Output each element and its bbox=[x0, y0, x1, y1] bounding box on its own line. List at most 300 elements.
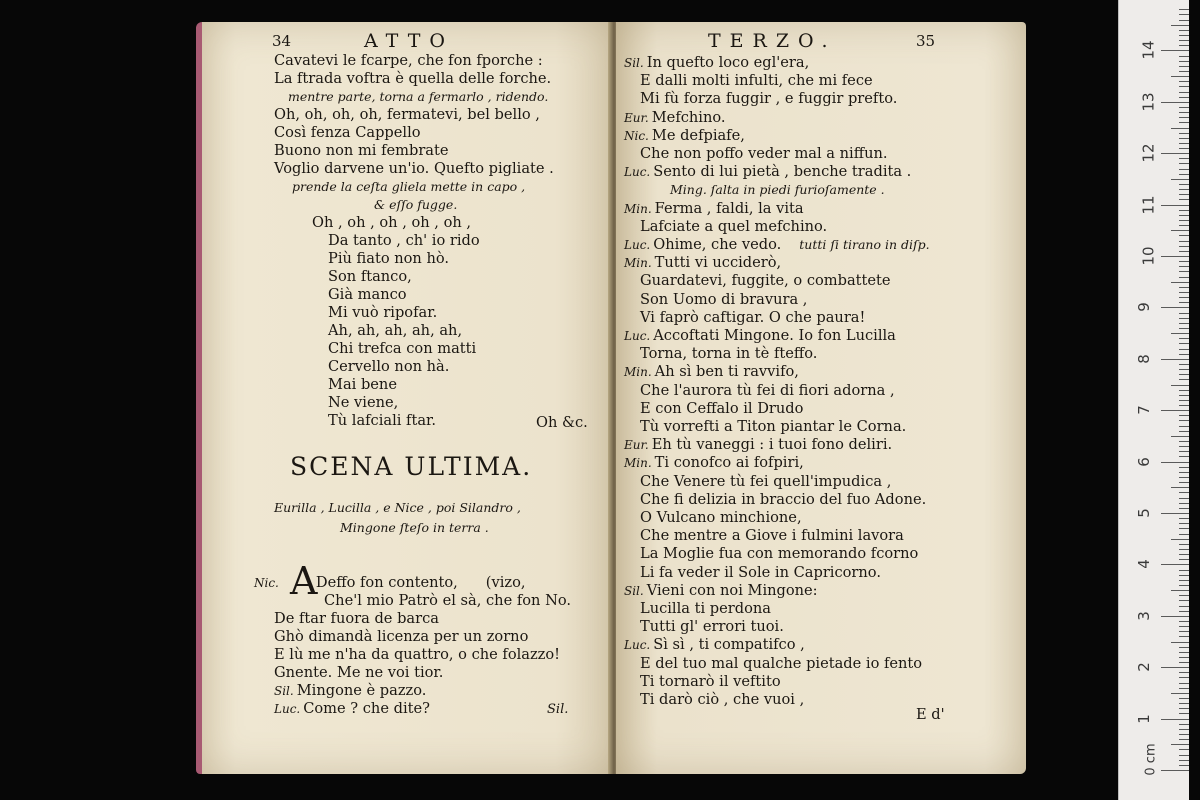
verse-line: Da tanto , ch' io rido bbox=[328, 232, 480, 249]
verse-line: Così fenza Cappello bbox=[274, 124, 421, 141]
ruler-tick bbox=[1179, 739, 1189, 740]
verse-text: Che mentre a Giove i fulmini lavora bbox=[640, 527, 904, 545]
ruler-tick bbox=[1179, 467, 1189, 468]
ruler-tick bbox=[1179, 323, 1189, 324]
verse-line bbox=[624, 454, 804, 472]
open-book bbox=[196, 22, 1026, 774]
ruler-tick bbox=[1179, 415, 1189, 416]
ruler-tick bbox=[1179, 71, 1189, 72]
ruler-tick bbox=[1179, 194, 1189, 195]
verse-text: Lafciate a quel mefchino. bbox=[640, 217, 828, 235]
ruler-tick bbox=[1179, 662, 1189, 663]
ruler-tick bbox=[1161, 50, 1189, 51]
ruler-number: 11 bbox=[1139, 195, 1158, 215]
catchword: Sil. bbox=[547, 702, 569, 717]
ruler-unit: 0 cm bbox=[1143, 743, 1159, 776]
ruler-tick bbox=[1179, 395, 1189, 396]
ruler-tick bbox=[1179, 451, 1189, 452]
ruler-tick bbox=[1179, 729, 1189, 730]
ruler-tick bbox=[1179, 292, 1189, 293]
ruler-tick bbox=[1179, 600, 1189, 601]
speaker-label: Nic. bbox=[254, 576, 279, 590]
ruler-number: 7 bbox=[1134, 405, 1153, 415]
verse-line bbox=[640, 527, 904, 545]
catchword: E d' bbox=[916, 706, 945, 723]
verse-line: Oh , oh , oh , oh , oh , bbox=[312, 214, 472, 231]
ruler-tick bbox=[1179, 580, 1189, 581]
dialogue-line bbox=[274, 646, 560, 664]
ruler-tick bbox=[1171, 333, 1189, 334]
verse-text: Che Venere tù fei quell'impudica , bbox=[640, 472, 892, 490]
ruler-tick bbox=[1179, 241, 1189, 242]
verse-line bbox=[640, 272, 891, 290]
ruler-tick bbox=[1171, 385, 1189, 386]
verse-text: Ferma , faldi, la vita bbox=[654, 199, 804, 217]
verse-line bbox=[640, 564, 881, 582]
ruler-tick bbox=[1161, 462, 1189, 463]
verse-text: Vi faprò caftigar. O che paura! bbox=[640, 308, 866, 326]
ruler-tick bbox=[1171, 282, 1189, 283]
ruler-tick bbox=[1179, 297, 1189, 298]
ruler-tick bbox=[1171, 642, 1189, 643]
verse-line bbox=[624, 54, 809, 72]
ruler-tick bbox=[1179, 528, 1189, 529]
verse-line bbox=[640, 673, 781, 691]
persons-line: Eurilla , Lucilla , e Nice , poi Silandro , bbox=[274, 500, 521, 515]
verse-text: La Moglie fua con memorando fcorno bbox=[640, 545, 919, 563]
ruler-tick bbox=[1179, 338, 1189, 339]
ruler-tick bbox=[1179, 441, 1189, 442]
verse-line bbox=[640, 382, 895, 400]
ruler-number: 4 bbox=[1134, 559, 1153, 570]
speaker-label: Sil. bbox=[624, 56, 644, 70]
speaker-label: Nic. bbox=[624, 128, 649, 143]
dialogue-line bbox=[274, 700, 430, 718]
ruler-number: 12 bbox=[1139, 143, 1158, 163]
dialogue-text: Deffo fon contento, bbox=[315, 574, 458, 591]
ruler-tick bbox=[1179, 492, 1189, 493]
ruler-tick bbox=[1179, 636, 1189, 637]
ruler-tick bbox=[1171, 76, 1189, 77]
ruler-tick bbox=[1179, 138, 1189, 139]
verse-text: Sì sì , ti compatifco , bbox=[653, 636, 805, 654]
ruler-tick bbox=[1179, 210, 1189, 211]
ruler-tick bbox=[1179, 585, 1189, 586]
ruler-tick bbox=[1179, 400, 1189, 401]
ruler-tick bbox=[1179, 235, 1189, 236]
verse-text: Ti darò ciò , che vuoi , bbox=[640, 691, 805, 708]
ruler-tick bbox=[1179, 158, 1189, 159]
ruler-tick bbox=[1179, 708, 1189, 709]
verse-text: Che non poffo veder mal a niffun. bbox=[640, 145, 888, 162]
ruler-tick bbox=[1171, 539, 1189, 540]
verse-line bbox=[640, 655, 922, 673]
ruler-tick bbox=[1179, 313, 1189, 314]
ruler-tick bbox=[1161, 256, 1189, 257]
ruler-tick bbox=[1179, 606, 1189, 607]
verse-text: In quefto loco egl'era, bbox=[646, 54, 810, 71]
ruler-tick bbox=[1179, 544, 1189, 545]
verse-text: Ah sì ben ti ravvifo, bbox=[654, 363, 799, 381]
speaker-label: Eur. bbox=[624, 110, 649, 125]
ruler-tick bbox=[1179, 621, 1189, 622]
ruler-tick bbox=[1179, 456, 1189, 457]
verse-text: E con Ceffalo il Drudo bbox=[640, 399, 804, 417]
verse-line bbox=[624, 200, 804, 218]
ruler-tick bbox=[1161, 564, 1189, 565]
speaker-label: Luc. bbox=[274, 702, 301, 716]
verse-line bbox=[640, 618, 784, 636]
persons-line: Mingone ſteſo in terra . bbox=[340, 520, 489, 535]
ruler-tick bbox=[1179, 755, 1189, 756]
verse-text: Lucilla ti perdona bbox=[640, 600, 771, 617]
speaker-label: Min. bbox=[624, 201, 652, 216]
verse-line bbox=[640, 345, 817, 363]
ruler-tick bbox=[1171, 128, 1189, 129]
speaker-label: Min. bbox=[624, 256, 652, 271]
verse-line: Buono non mi fembrate bbox=[274, 142, 449, 159]
verse-text: Mefchino. bbox=[651, 108, 726, 126]
ruler-tick bbox=[1161, 205, 1189, 206]
ruler-tick bbox=[1179, 215, 1189, 216]
verse-line: La ftrada voftra è quella delle forche. bbox=[274, 70, 552, 87]
ruler-tick bbox=[1179, 133, 1189, 134]
speaker-label: Luc. bbox=[624, 638, 651, 653]
ruler-tick bbox=[1161, 667, 1189, 668]
left-page bbox=[196, 22, 618, 774]
ruler-tick bbox=[1179, 364, 1189, 365]
ruler-tick bbox=[1179, 626, 1189, 627]
verse-line: Oh, oh, oh, oh, fermatevi, bel bello , bbox=[274, 106, 540, 123]
ruler-tick bbox=[1161, 770, 1189, 771]
verse-text: Ohime, che vedo. bbox=[653, 236, 782, 253]
verse-line: Chi trefca con matti bbox=[328, 340, 477, 357]
ruler-tick bbox=[1161, 359, 1189, 360]
ruler-tick bbox=[1179, 30, 1189, 31]
dialogue-line bbox=[274, 628, 528, 646]
ruler-tick bbox=[1179, 575, 1189, 576]
speaker-label: Sil. bbox=[274, 684, 294, 698]
ruler-tick bbox=[1179, 523, 1189, 524]
ruler-tick bbox=[1179, 92, 1189, 93]
verse-line bbox=[624, 582, 818, 600]
ruler-tick bbox=[1179, 570, 1189, 571]
ruler-tick bbox=[1179, 354, 1189, 355]
ruler-tick bbox=[1179, 349, 1189, 350]
verse-text: Mi fù forza fuggir , e fuggir prefto. bbox=[640, 90, 898, 108]
dialogue-line bbox=[324, 592, 571, 610]
stage-direction: & eſſo fugge. bbox=[374, 197, 458, 212]
ruler-tick bbox=[1179, 343, 1189, 344]
ruler-tick bbox=[1161, 719, 1189, 720]
stage-text: Ming. ſalta in piedi furioſamente . bbox=[670, 182, 885, 198]
verse-line: Già manco bbox=[328, 286, 407, 303]
ruler-tick bbox=[1179, 112, 1189, 113]
ruler-tick bbox=[1179, 379, 1189, 380]
verse-text: Eh tù vaneggi : i tuoi fono deliri. bbox=[651, 436, 893, 454]
ruler-tick bbox=[1179, 122, 1189, 123]
ruler-tick bbox=[1179, 688, 1189, 689]
stage-direction: prende la ceſta gliela mette in capo , bbox=[292, 179, 526, 194]
verse-line bbox=[624, 636, 805, 654]
ruler-tick bbox=[1179, 498, 1189, 499]
ruler-tick bbox=[1179, 508, 1189, 509]
speaker-label: Luc. bbox=[624, 238, 651, 252]
verse-line bbox=[624, 363, 799, 381]
stage-direction: mentre parte, torna a fermarlo , ridendo. bbox=[288, 89, 549, 104]
ruler-tick bbox=[1179, 657, 1189, 658]
ruler-tick bbox=[1179, 431, 1189, 432]
verse-line bbox=[624, 163, 911, 181]
ruler-tick bbox=[1179, 446, 1189, 447]
verse-line: Cavatevi le fcarpe, che fon fporche : bbox=[274, 52, 543, 69]
ruler-tick bbox=[1179, 189, 1189, 190]
ruler-tick bbox=[1161, 616, 1189, 617]
ruler-tick bbox=[1179, 559, 1189, 560]
verse-line: Voglio darvene un'io. Quefto pigliate . bbox=[274, 160, 554, 177]
speaker-label: Sil. bbox=[624, 583, 644, 598]
ruler-tick bbox=[1179, 318, 1189, 319]
ruler-tick bbox=[1179, 81, 1189, 82]
verse-line bbox=[640, 309, 865, 327]
ruler-tick bbox=[1179, 713, 1189, 714]
ruler-tick bbox=[1179, 698, 1189, 699]
running-head: TERZO. bbox=[708, 30, 837, 52]
ruler-tick bbox=[1179, 266, 1189, 267]
ruler-tick bbox=[1179, 271, 1189, 272]
ruler-tick bbox=[1179, 287, 1189, 288]
verse-text: Che fi delizia in braccio del fuo Adone. bbox=[640, 490, 927, 508]
dialogue-line bbox=[274, 682, 426, 700]
dialogue-line bbox=[254, 574, 526, 592]
verse-text: Accoftati Mingone. Io fon Lucilla bbox=[653, 327, 896, 344]
ruler-tick bbox=[1179, 199, 1189, 200]
ruler-tick bbox=[1179, 148, 1189, 149]
verse-text: Che l'aurora tù fei di fiori adorna , bbox=[640, 381, 895, 399]
ruler-tick bbox=[1179, 426, 1189, 427]
ruler-tick bbox=[1179, 534, 1189, 535]
dialogue-text: Gnente. Me ne voi tior. bbox=[274, 664, 444, 681]
verse-line: Mai bene bbox=[328, 376, 397, 393]
ruler-tick bbox=[1179, 765, 1189, 766]
ruler-number: 3 bbox=[1134, 611, 1153, 621]
verse-line: Mi vuò ripofar. bbox=[328, 304, 438, 321]
ruler-tick bbox=[1179, 251, 1189, 252]
ruler-tick bbox=[1171, 179, 1189, 180]
verse-text: Sento di lui pietà , benche tradita . bbox=[653, 163, 912, 181]
verse-text: Ti tornarò il veftito bbox=[640, 672, 781, 690]
ruler-tick bbox=[1179, 405, 1189, 406]
ruler-tick bbox=[1179, 302, 1189, 303]
verse-line bbox=[640, 72, 873, 90]
verse-text: E dalli molti infulti, che mi fece bbox=[640, 72, 873, 90]
ruler-tick bbox=[1179, 143, 1189, 144]
verse-line bbox=[640, 418, 906, 436]
verse-line bbox=[640, 600, 771, 618]
verse-text: E del tuo mal qualche pietade io fento bbox=[640, 654, 923, 672]
ruler-tick bbox=[1179, 97, 1189, 98]
verse-tail: Oh &c. bbox=[536, 414, 588, 431]
ruler-tick bbox=[1179, 724, 1189, 725]
verse-line bbox=[640, 218, 827, 236]
ruler-tick bbox=[1179, 14, 1189, 15]
ruler-tick bbox=[1179, 595, 1189, 596]
verse-line bbox=[624, 327, 896, 345]
verse-text: Me defpiafe, bbox=[651, 126, 745, 144]
ruler-tick bbox=[1179, 56, 1189, 57]
ruler-tick bbox=[1179, 477, 1189, 478]
ruler-tick bbox=[1179, 482, 1189, 483]
verse-text: Son Uomo di bravura , bbox=[640, 290, 808, 308]
ruler-tick bbox=[1179, 261, 1189, 262]
ruler-number: 14 bbox=[1139, 40, 1158, 60]
ruler-tick bbox=[1179, 631, 1189, 632]
dialogue-text: Che'l mio Patrò el sà, che fon No. bbox=[324, 592, 572, 609]
ruler-tick bbox=[1179, 374, 1189, 375]
verse-line bbox=[640, 491, 926, 509]
stage-direction bbox=[670, 181, 885, 199]
ruler-tick bbox=[1179, 35, 1189, 36]
ruler-tick bbox=[1179, 328, 1189, 329]
ruler-tick bbox=[1179, 184, 1189, 185]
verse-text: Tutti vi ucciderò, bbox=[654, 254, 782, 272]
ruler-tick bbox=[1179, 611, 1189, 612]
verse-line: Ah, ah, ah, ah, ah, bbox=[328, 322, 463, 339]
right-page bbox=[616, 22, 1026, 774]
verse-line bbox=[624, 127, 745, 145]
dialogue-text: Come ? che dite? bbox=[303, 700, 430, 717]
ruler-tick bbox=[1179, 61, 1189, 62]
speaker-label: Luc. bbox=[624, 329, 651, 343]
verse-line bbox=[640, 400, 803, 418]
ruler-tick bbox=[1179, 390, 1189, 391]
verse-line bbox=[624, 109, 726, 127]
verse-line bbox=[624, 236, 930, 254]
dialogue-text: De ftar fuora de barca bbox=[274, 610, 439, 627]
verse-text: Torna, torna in tè fteffo. bbox=[640, 345, 818, 363]
ruler-tick bbox=[1171, 744, 1189, 745]
ruler-number: 8 bbox=[1134, 354, 1153, 364]
verse-line bbox=[640, 145, 888, 163]
ruler-tick bbox=[1179, 749, 1189, 750]
verse-line bbox=[640, 90, 897, 108]
verse-line: Più fiato non hò. bbox=[328, 250, 450, 267]
stage-direction: tutti ſi tirano in diſp. bbox=[799, 237, 930, 252]
ruler-tick bbox=[1179, 246, 1189, 247]
ruler-tick bbox=[1179, 554, 1189, 555]
ruler-tick bbox=[1171, 436, 1189, 437]
ruler-tick bbox=[1171, 693, 1189, 694]
dialogue-line bbox=[274, 610, 439, 628]
speaker-label: Eur. bbox=[624, 438, 649, 453]
dialogue-text: E lù me n'ha da quattro, o che folazzo! bbox=[274, 646, 561, 663]
ruler-tick bbox=[1179, 117, 1189, 118]
ruler-tick bbox=[1179, 40, 1189, 41]
verse-line bbox=[624, 254, 781, 272]
ruler-tick bbox=[1179, 518, 1189, 519]
ruler-tick bbox=[1171, 487, 1189, 488]
ruler-tick bbox=[1179, 174, 1189, 175]
ruler-tick bbox=[1179, 225, 1189, 226]
dialogue-text: Ghò dimandà licenza per un zorno bbox=[274, 628, 529, 645]
ruler-tick bbox=[1179, 647, 1189, 648]
ruler-tick bbox=[1171, 25, 1189, 26]
scene-title: SCENA ULTIMA. bbox=[290, 452, 533, 481]
verse-text: Li fa veder il Sole in Capricorno. bbox=[640, 563, 881, 581]
ruler-tick bbox=[1161, 102, 1189, 103]
ruler-tick bbox=[1179, 703, 1189, 704]
ruler-tick bbox=[1171, 590, 1189, 591]
ruler-number: 1 bbox=[1134, 713, 1153, 724]
ruler-number: 6 bbox=[1134, 456, 1153, 467]
verse-line bbox=[640, 473, 891, 491]
verse-line: Ne viene, bbox=[328, 394, 399, 411]
page-number: 34 bbox=[272, 32, 292, 50]
verse-text: Tù vorrefti a Titon piantar le Corna. bbox=[640, 418, 907, 435]
ruler-tick bbox=[1179, 672, 1189, 673]
measuring-ruler bbox=[1118, 0, 1189, 800]
ruler-tick bbox=[1179, 107, 1189, 108]
ruler-tick bbox=[1161, 410, 1189, 411]
page-number: 35 bbox=[916, 32, 936, 50]
verse-tail: (vizo, bbox=[485, 574, 526, 591]
speaker-label: Min. bbox=[624, 365, 652, 380]
ruler-tick bbox=[1179, 683, 1189, 684]
ruler-tick bbox=[1179, 503, 1189, 504]
ruler-tick bbox=[1161, 307, 1189, 308]
ruler-tick bbox=[1179, 549, 1189, 550]
ruler-tick bbox=[1161, 513, 1189, 514]
ruler-tick bbox=[1179, 369, 1189, 370]
ruler-number: 9 bbox=[1134, 302, 1153, 313]
verse-line bbox=[640, 291, 807, 309]
ruler-tick bbox=[1179, 472, 1189, 473]
verse-line bbox=[640, 545, 918, 563]
verse-line bbox=[640, 691, 804, 709]
verse-text: O Vulcano minchione, bbox=[640, 509, 802, 526]
ruler-tick bbox=[1179, 20, 1189, 21]
ruler-tick bbox=[1179, 420, 1189, 421]
ruler-tick bbox=[1179, 163, 1189, 164]
verse-text: Ti conofco ai fofpiri, bbox=[654, 454, 804, 472]
ruler-tick bbox=[1179, 45, 1189, 46]
speaker-label: Min. bbox=[624, 456, 652, 471]
verse-text: Guardatevi, fuggite, o combattete bbox=[640, 272, 891, 290]
ruler-tick bbox=[1179, 760, 1189, 761]
speaker-label: Luc. bbox=[624, 165, 651, 180]
verse-line: Tù lafciali ftar. bbox=[328, 412, 437, 429]
ruler-tick bbox=[1179, 66, 1189, 67]
running-head: ATTO bbox=[364, 30, 454, 52]
ruler-number: 5 bbox=[1134, 508, 1153, 518]
verse-text: Tutti gl' errori tuoi. bbox=[640, 618, 784, 636]
verse-line bbox=[640, 509, 802, 527]
ruler-tick bbox=[1179, 277, 1189, 278]
ruler-tick bbox=[1161, 153, 1189, 154]
ruler-number: 13 bbox=[1139, 92, 1158, 112]
ruler-tick bbox=[1179, 86, 1189, 87]
verse-line bbox=[624, 436, 892, 454]
verse-line: Cervello non hà. bbox=[328, 358, 450, 375]
verse-line: Son ftanco, bbox=[328, 268, 412, 285]
ruler-tick bbox=[1179, 169, 1189, 170]
ruler-tick bbox=[1179, 220, 1189, 221]
ruler-tick bbox=[1171, 230, 1189, 231]
verse-text: Vieni con noi Mingone: bbox=[646, 581, 818, 599]
ruler-tick bbox=[1179, 677, 1189, 678]
ruler-number: 10 bbox=[1139, 246, 1158, 266]
drop-cap: A bbox=[290, 559, 318, 603]
